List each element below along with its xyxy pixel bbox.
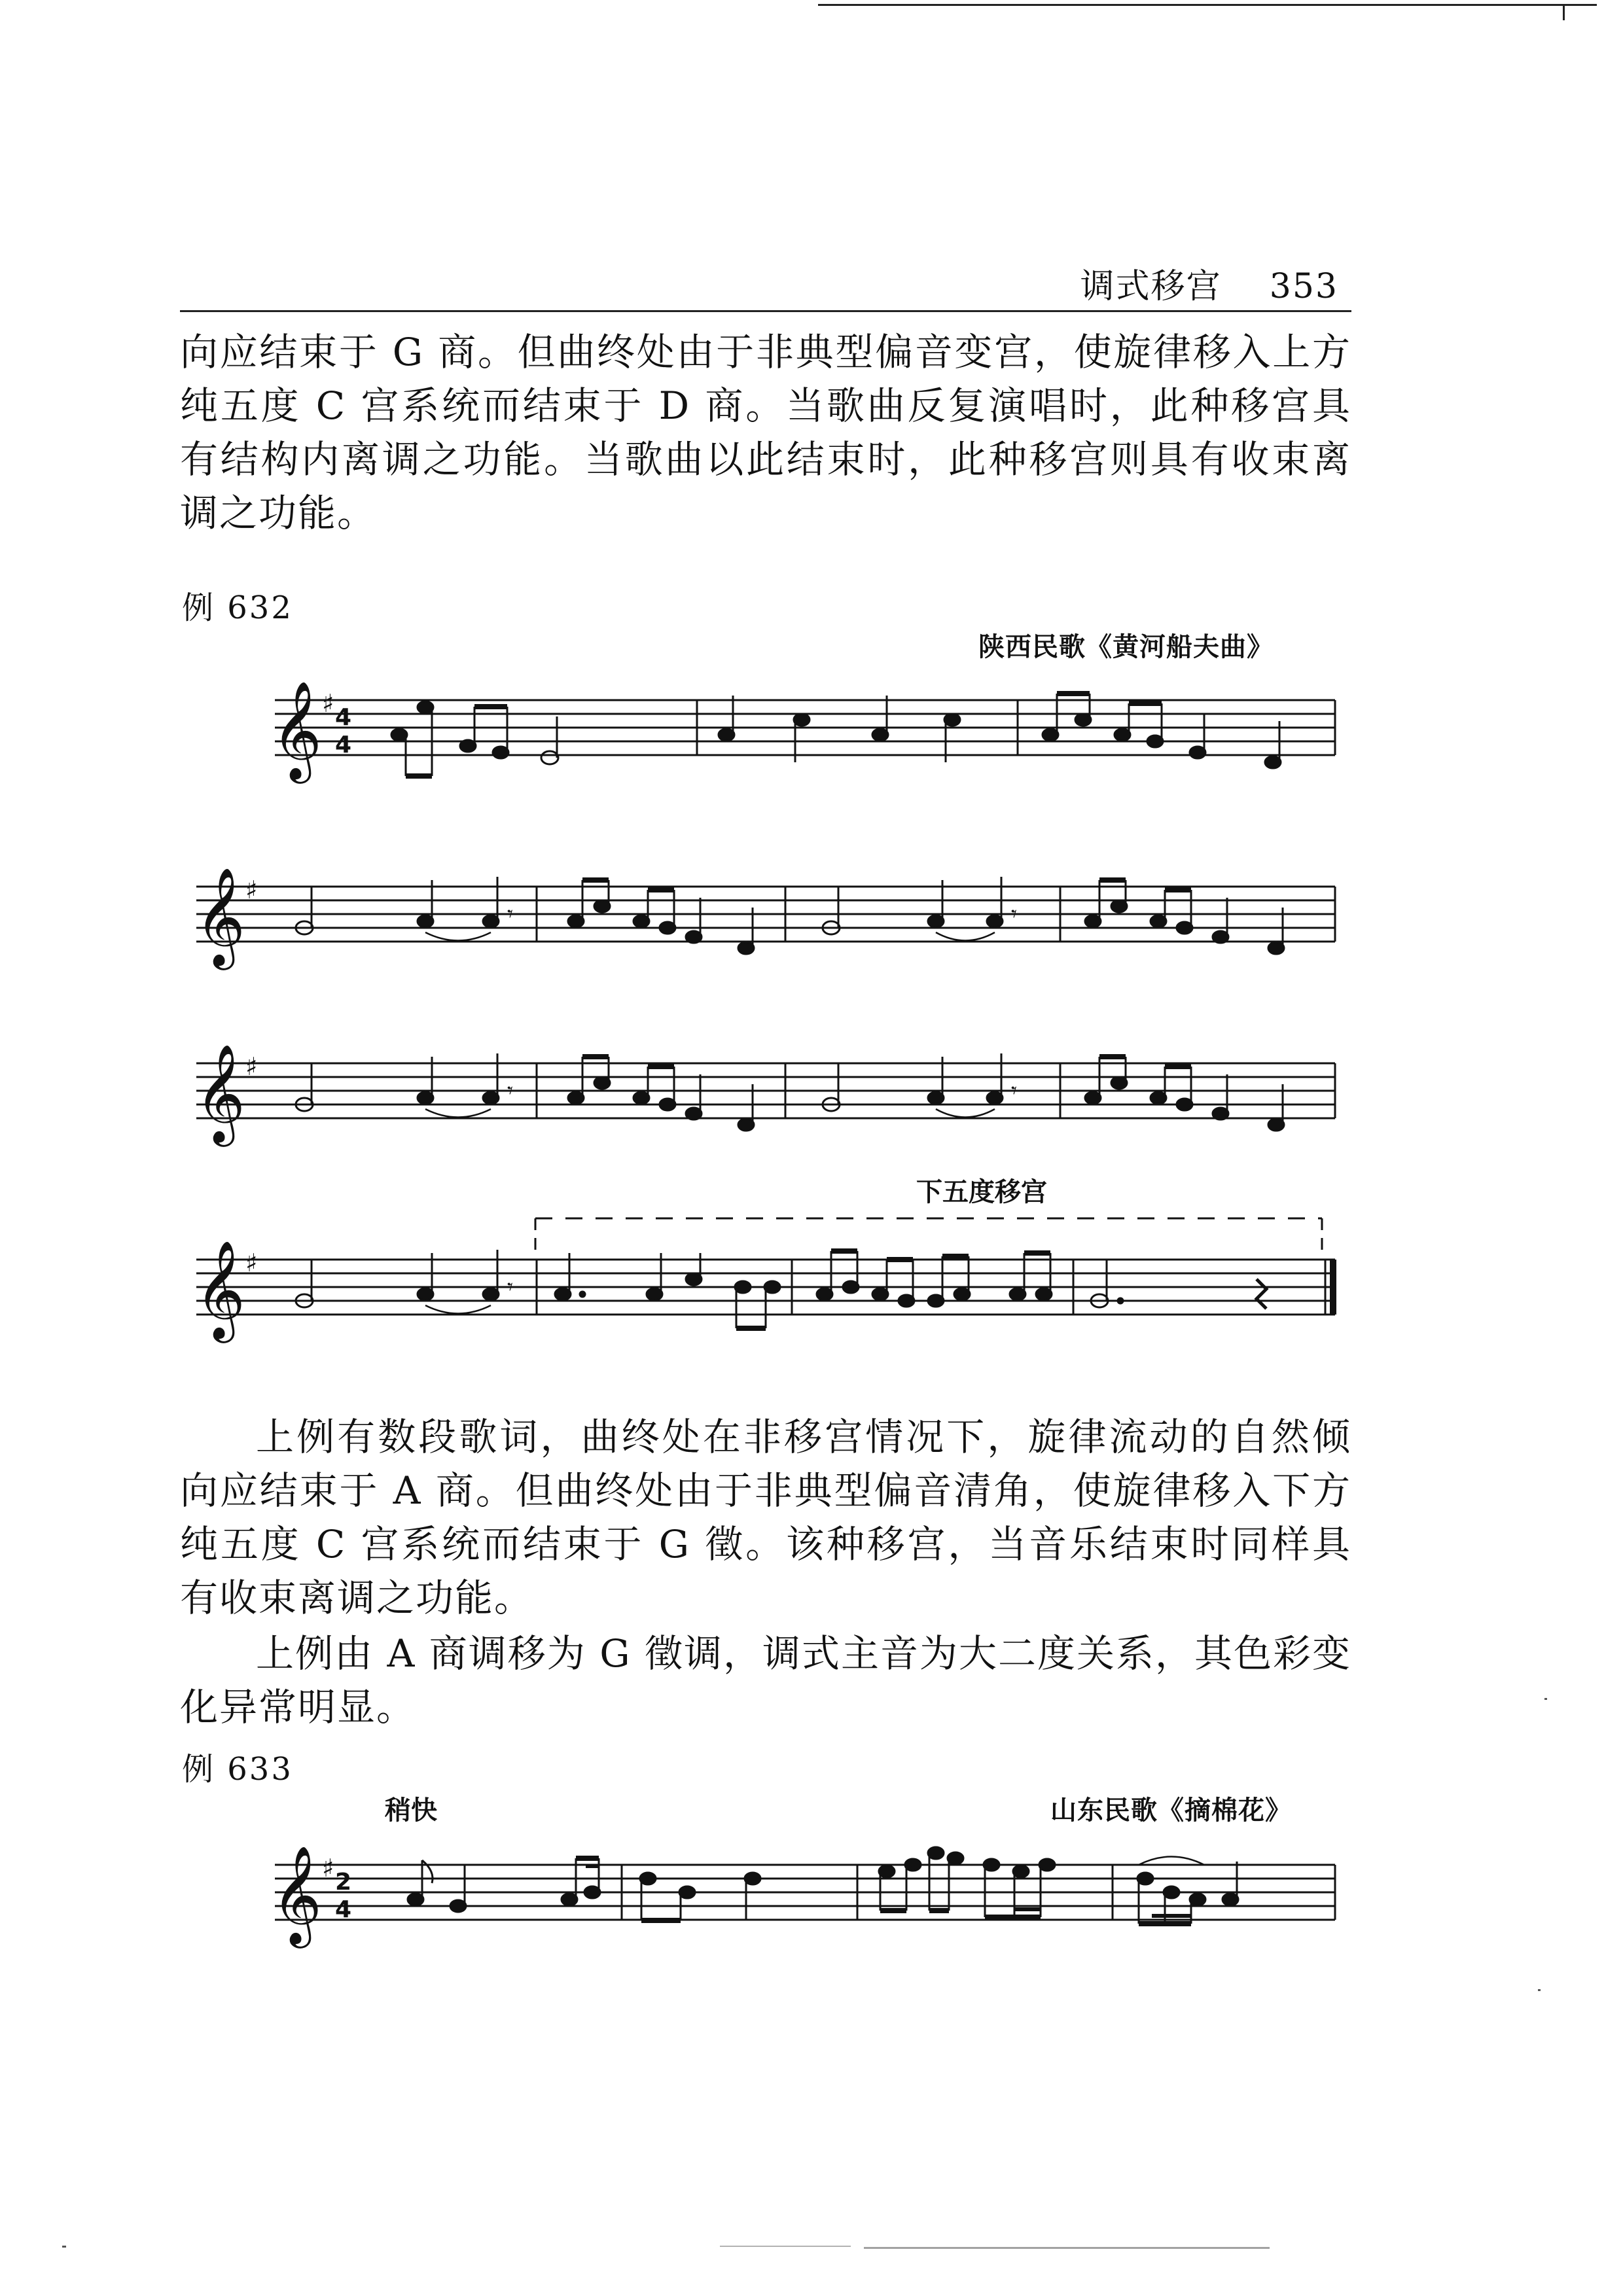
time-sig-bottom: 4 [335, 1896, 352, 1923]
scan-speck [1544, 1698, 1547, 1700]
sharp-icon: ♯ [245, 1248, 258, 1277]
time-sig-top: 2 [335, 1869, 352, 1896]
rest-icon: 𝄾 [1011, 1078, 1018, 1104]
score-633-clefs [272, 1845, 351, 1949]
sharp-icon: ♯ [322, 1854, 334, 1882]
sharp-icon: ♯ [322, 689, 334, 718]
sharp-icon: ♯ [245, 1052, 258, 1081]
score-633-notes [408, 1847, 1238, 1924]
paragraph-2: 上例有数段歌词，曲终处在非移宫情况下，旋律流动的自然倾向应结束于 A 商。但曲终处由于非典型偏音清角，使旋律移入下方纯五度 C 宫系统而结束于 G 徵。该种移宫，当音乐结束时同样具有收束离调之功能。 [180, 1415, 1351, 1620]
treble-clef-icon: 𝄞 [195, 1043, 245, 1142]
example-633-tempo: 稍快 [385, 1795, 437, 1826]
scan-speck [62, 2246, 66, 2248]
rest-icon: 𝄾 [507, 1274, 514, 1300]
example-632-source: 陕西民歌《黄河船夫曲》 [978, 631, 1274, 662]
example-633-source: 山东民歌《摘棉花》 [1050, 1795, 1292, 1826]
running-title: 调式移宫 [1080, 267, 1222, 306]
treble-clef-icon: 𝄞 [272, 1845, 322, 1944]
time-sig-bottom: 4 [335, 732, 352, 758]
scan-speck [864, 2247, 1270, 2249]
example-632-annotation: 下五度移宫 [916, 1176, 1047, 1207]
rest-icon: 𝄾 [507, 1078, 514, 1104]
rest-icon: 𝄾 [1011, 901, 1018, 927]
example-633-label: 例 633 [182, 1751, 293, 1788]
paragraph-3: 上例由 A 商调移为 G 徵调，调式主音为大二度关系，其色彩变化异常明显。 [180, 1631, 1351, 1729]
treble-clef-icon: 𝄞 [195, 866, 245, 966]
rest-icon: 𝄾 [507, 901, 514, 927]
treble-clef-icon: 𝄞 [272, 680, 322, 779]
scan-speck [1538, 1989, 1541, 1991]
sharp-icon: ♯ [245, 875, 258, 904]
treble-clef-icon: 𝄞 [195, 1239, 245, 1339]
time-sig-top: 4 [335, 704, 352, 731]
page-number: 353 [1269, 267, 1338, 306]
example-632-label: 例 632 [182, 590, 293, 626]
paragraph-1: 向应结束于 G 商。但曲终处由于非典型偏音变宫，使旋律移入上方纯五度 C 宫系统而结束于 D 商。当歌曲反复演唱时，此种移宫具有结构内离调之功能。当歌曲以此结束时，此种移宫则具有收束离调之功能。 [180, 330, 1351, 535]
scan-speck [720, 2246, 851, 2247]
